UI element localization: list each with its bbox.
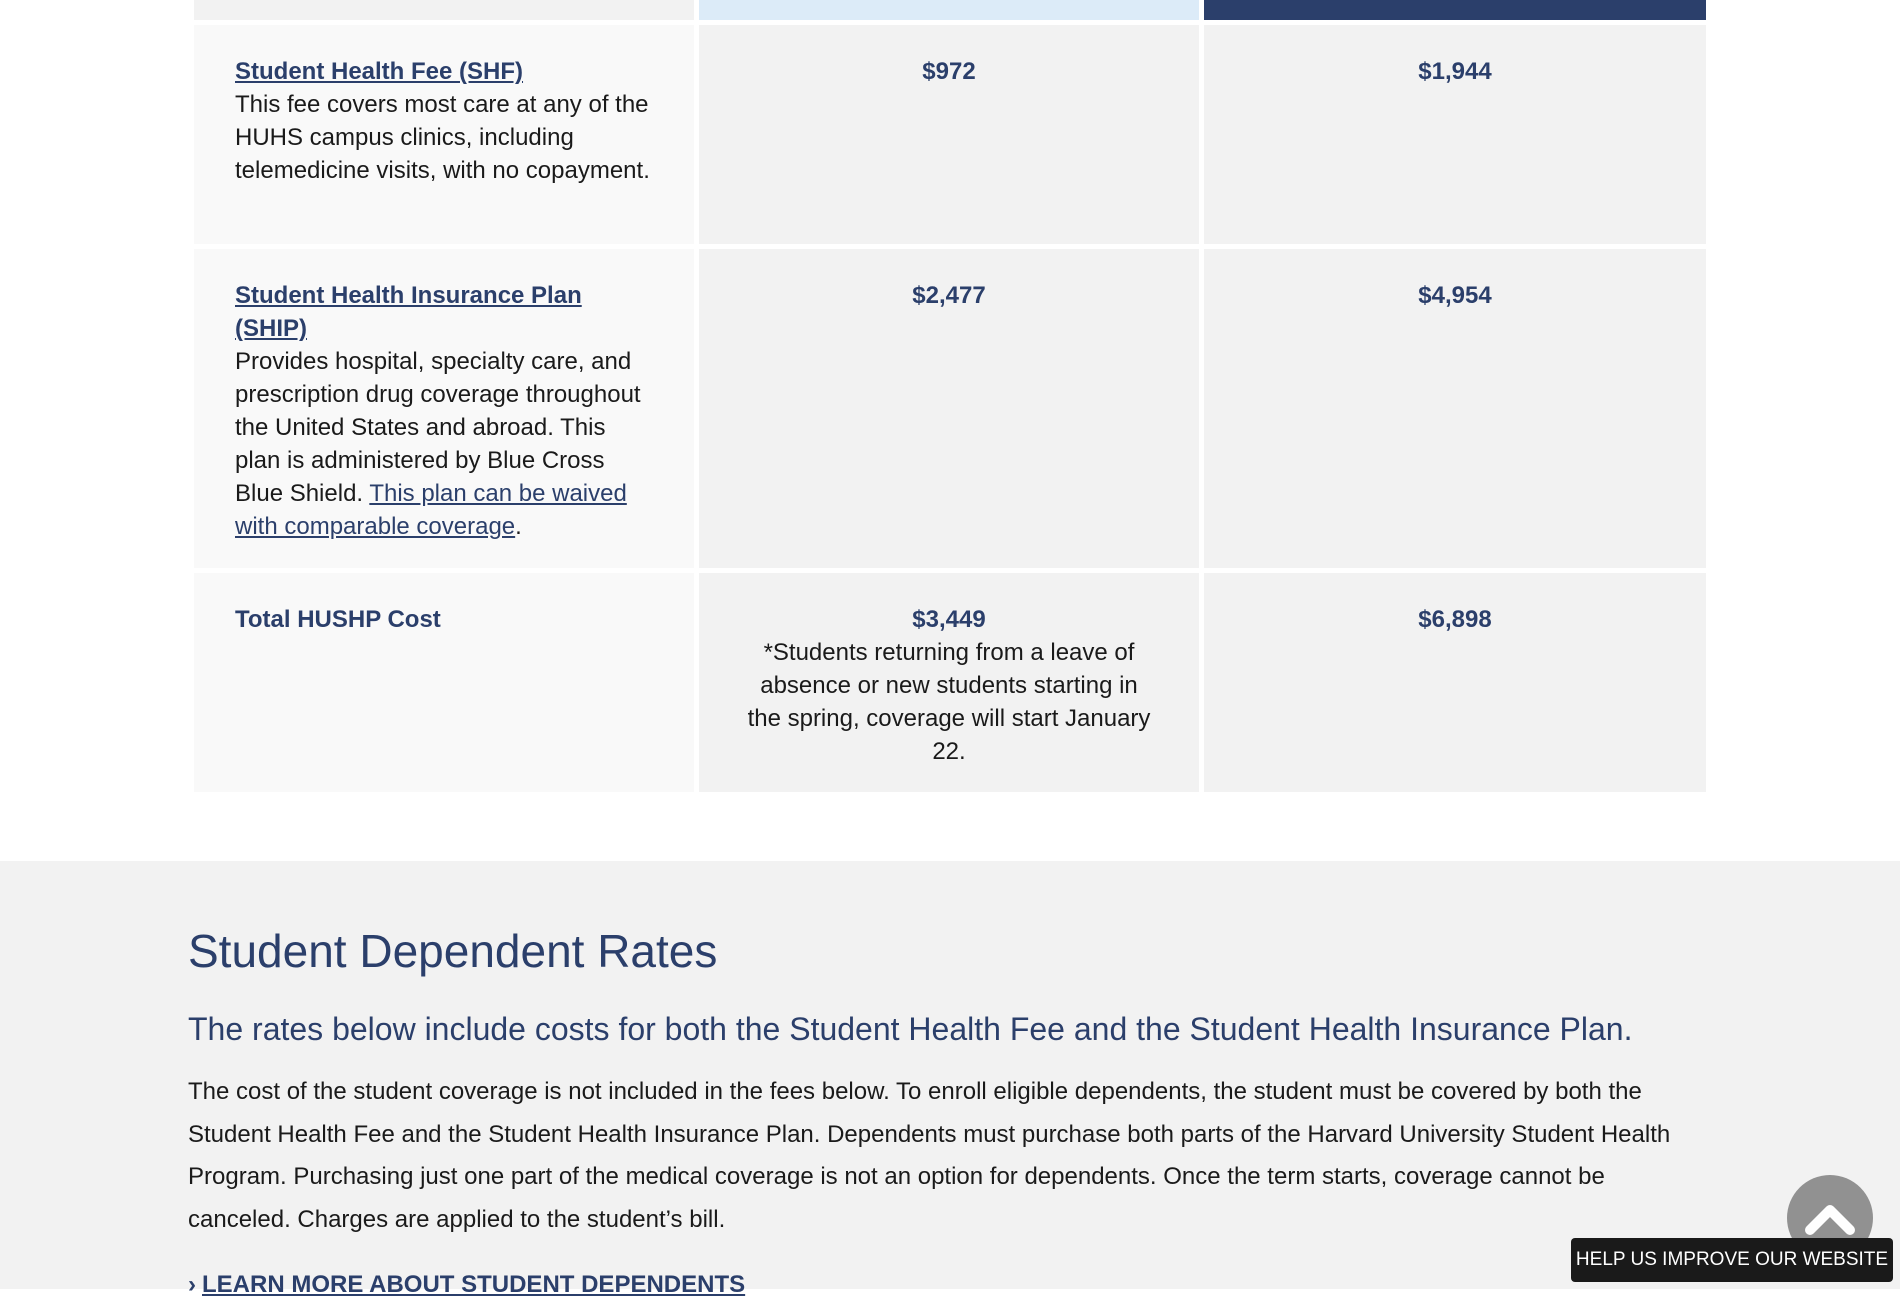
feedback-button[interactable]: HELP US IMPROVE OUR WEBSITE	[1571, 1238, 1893, 1282]
rate-cell	[699, 25, 1199, 244]
chevron-up-icon	[1805, 1201, 1855, 1235]
table-row	[194, 25, 1706, 244]
table-header-row	[194, 0, 1706, 20]
ship-link[interactable]: Student Health Insurance Plan (SHIP)	[235, 282, 582, 342]
ship-waiver-link[interactable]: This plan can be waived with comparable coverage	[235, 480, 627, 540]
rate-cell	[699, 573, 1199, 792]
ship-description: Provides hospital, specialty care, and prescription drug coverage throughout the United States and abroad. This plan is administered by Blue Cross Blue Shield. This plan can be waived with comparable coverage.	[235, 348, 641, 540]
section-subtitle: The rates below include costs for both the Student Health Fee and the Student Health Insurance Plan.	[188, 1011, 1633, 1047]
ship-amount-col2: $4,954	[1418, 282, 1492, 309]
rate-cell	[1204, 25, 1706, 244]
row-label-cell	[194, 249, 694, 568]
row-label-cell	[194, 573, 694, 792]
header-cell-navy	[1204, 0, 1706, 20]
section-body: The cost of the student coverage is not included in the fees below. To enroll eligible dependents, the student must be covered by both the Student Health Fee and the Student Health Insurance Plan. Dependents must purchase both parts of the Harvard University Student Health Program. Purchasing just one part of the medical coverage is not an option for dependents. Once the term starts, coverage cannot be canceled. Charges are applied to the student’s bill.	[188, 1078, 1671, 1233]
ship-amount-col1: $2,477	[912, 282, 986, 309]
dependent-rates-section	[0, 861, 1900, 1298]
table-row	[194, 573, 1706, 792]
table-row	[194, 249, 1706, 568]
section-title: Student Dependent Rates	[188, 925, 718, 977]
learn-more-dependents-link[interactable]: › LEARN MORE ABOUT STUDENT DEPENDENTS	[188, 1271, 746, 1298]
rate-cell	[1204, 573, 1706, 792]
shf-amount-col1: $972	[922, 58, 976, 85]
header-cell-light-blue	[699, 0, 1199, 20]
total-amount-col2: $6,898	[1418, 606, 1492, 633]
rate-cell	[1204, 249, 1706, 568]
shf-description: This fee covers most care at any of the HUHS campus clinics, including telemedicine visits, with no copayment.	[235, 91, 650, 184]
chevron-right-icon: ›	[188, 1271, 196, 1298]
rates-table	[194, 0, 1706, 792]
shf-link[interactable]: Student Health Fee (SHF)	[235, 58, 524, 85]
total-amount-col1: $3,449	[912, 606, 986, 633]
rate-cell	[699, 249, 1199, 568]
header-cell-blank	[194, 0, 694, 20]
total-label: Total HUSHP Cost	[235, 606, 441, 633]
total-coverage-note: *Students returning from a leave of absence or new students starting in the spring, coverage will start January 22.	[747, 639, 1151, 765]
shf-amount-col2: $1,944	[1418, 58, 1492, 85]
row-label-cell	[194, 25, 694, 244]
